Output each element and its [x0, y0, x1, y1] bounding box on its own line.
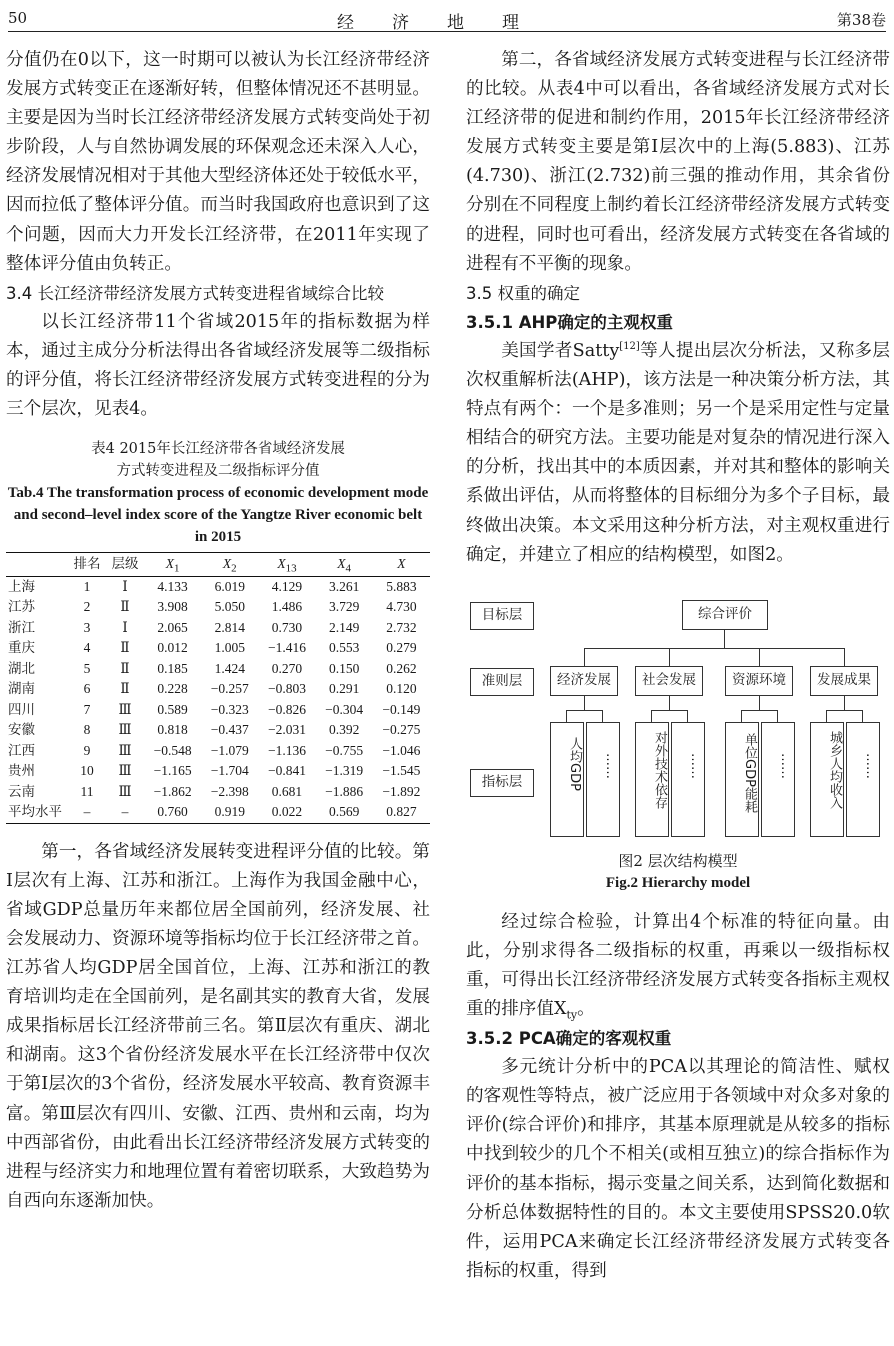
connector [724, 630, 725, 648]
page-number: 50 [8, 9, 28, 27]
table-header-row [6, 553, 430, 577]
indicator-node [846, 722, 880, 837]
table-cell: 7 [83, 701, 91, 717]
table-cell: −0.275 [382, 722, 421, 738]
table-cell: Ⅲ [118, 722, 132, 738]
table-cell: 湖南 [8, 681, 35, 697]
table-row [6, 761, 430, 782]
table-cell: Ⅲ [118, 763, 132, 779]
table-cell: 9 [83, 742, 91, 758]
connector [566, 710, 603, 711]
subscript: ty [566, 1008, 578, 1022]
indicator-node [671, 722, 705, 837]
table-cell: −1.416 [267, 640, 306, 656]
level-label-indicator: 指标层 [470, 769, 534, 797]
table-cell: −0.841 [267, 763, 306, 779]
connector [669, 696, 670, 710]
page-header [8, 6, 886, 32]
table-4 [6, 552, 430, 824]
table-header-cell: $X_4$ [337, 556, 352, 575]
connector [826, 710, 863, 711]
ellipsis: …… [863, 752, 878, 779]
right-column [466, 46, 890, 1286]
journal-title: 经济地理 [337, 13, 557, 33]
figure-caption-en: Fig.2 Hierarchy model [605, 874, 751, 891]
table-cell: – [121, 804, 129, 820]
table-cell: 5.050 [214, 599, 245, 615]
table-cell: 0.262 [386, 660, 417, 676]
table-cell: 5 [83, 660, 91, 676]
table-cell: 0.681 [271, 783, 303, 799]
connector [741, 710, 742, 722]
table-cell: 0.150 [328, 660, 360, 676]
table-cell: −0.437 [210, 722, 249, 738]
section-heading-3-4: 3.4 长江经济带经济发展方式转变进程省域综合比较 [6, 283, 384, 303]
connector [741, 710, 778, 711]
table-cell: 0.919 [214, 804, 245, 820]
section-heading-3-5-2: 3.5.2 PCA确定的客观权重 [466, 1029, 672, 1049]
table-header-cell: 层级 [111, 556, 139, 572]
connector [777, 710, 778, 722]
table-cell: Ⅲ [118, 742, 132, 758]
level-label-criteria: 准则层 [470, 668, 534, 696]
table-cell: −2.398 [210, 783, 249, 799]
section-heading-3-5: 3.5 权重的确定 [466, 283, 580, 303]
table-cell: Ⅰ [122, 619, 128, 635]
level-label-goal: 目标层 [470, 602, 534, 630]
table-cell: 4 [83, 640, 91, 656]
indicator-node [550, 722, 584, 837]
table-header-cell: 排名 [73, 556, 101, 572]
table-header-cell: $X_{13}$ [277, 556, 297, 575]
goal-node: 综合评价 [682, 600, 768, 630]
table-cell: Ⅱ [120, 660, 130, 676]
connector [862, 710, 863, 722]
criteria-node: 资源环境 [725, 666, 793, 696]
table-row [6, 638, 430, 659]
table-cell: 2.149 [328, 619, 360, 635]
text: 等人提出层次分析法，又称多层次权重解析法(AHP)，该方法是一种决策分析方法，其特点有两个：一个是多准则；另一个是采用定性与定量相结合的研究方法。主要功能是对复杂的情况进行深入的分析，找出其中的本质因素，并对其和整体的影响关系做出评估，从而将整体的目标细分为多个子目标，最终做出决策。本文采用这种分析方法，对主观权重进行确定，并建立了相应的结构模型，如图2。 [466, 340, 890, 565]
table-row [6, 597, 430, 618]
paragraph [466, 337, 890, 570]
table-cell: 云南 [8, 783, 35, 799]
connector [651, 710, 652, 722]
table-cell: −1.892 [382, 783, 421, 799]
indicator-node [635, 722, 669, 837]
table-cell: Ⅲ [118, 783, 132, 799]
table-cell: 10 [80, 763, 94, 779]
table-cell: −0.257 [210, 681, 249, 697]
indicator-node [586, 722, 620, 837]
table-cell: 2 [83, 599, 91, 615]
table-caption-cn-1: 表4 2015年长江经济带各省域经济发展 [91, 441, 345, 458]
table-cell: 1.005 [214, 640, 245, 656]
connector [687, 710, 688, 722]
table-cell: −0.323 [210, 701, 249, 717]
table-cell: 湖北 [8, 660, 35, 676]
table-cell: 11 [80, 783, 94, 799]
table-header-cell: X [397, 556, 406, 572]
table-cell: 4.133 [157, 578, 188, 594]
table-cell: 1 [83, 578, 91, 594]
table-row [6, 659, 430, 680]
table-row [6, 700, 430, 721]
hierarchy-diagram [466, 592, 890, 842]
table-cell: 0.012 [157, 640, 188, 656]
table-caption-cn-2: 方式转变进程及二级指标评分值 [116, 463, 320, 480]
table-cell: 4.730 [386, 599, 417, 615]
table-cell: −0.149 [382, 701, 421, 717]
table-cell: Ⅱ [120, 681, 130, 697]
figure-caption [466, 850, 890, 894]
table-cell: 江西 [8, 742, 35, 758]
criteria-node: 经济发展 [550, 666, 618, 696]
left-column [6, 46, 430, 1216]
indicator-node [761, 722, 795, 837]
table-cell: 3.908 [157, 599, 188, 615]
table-cell: −0.803 [267, 681, 306, 697]
table-cell: −1.046 [382, 742, 421, 758]
table-cell: 江苏 [8, 599, 35, 615]
table-cell: 贵州 [8, 763, 35, 779]
paragraph: 分值仍在0以下，这一时期可以被认为长江经济带经济发展方式转变正在逐渐好转，但整体情况还不甚明显。主要是因为当时长江经济带经济发展方式转变尚处于初步阶段，人与自然协调发展的环保观念还未深入人心，经济发展情况相对于其他大型经济体还处于较低水平，因而拉低了整体评分值。而当时我国政府也意识到了这个问题，因而大力开发长江经济带，在2011年实现了整体评分值由负转正。 [6, 50, 430, 274]
table-cell: Ⅲ [118, 701, 132, 717]
table-cell: 0.730 [271, 619, 303, 635]
table-cell: 0.185 [157, 660, 188, 676]
table-cell: −0.548 [153, 742, 192, 758]
table-cell: Ⅱ [120, 640, 130, 656]
table-row [6, 802, 430, 823]
table-cell: −0.304 [325, 701, 364, 717]
table-header-cell: $X_2$ [222, 556, 237, 575]
connector [844, 648, 845, 666]
connector [602, 710, 603, 722]
table-cell: 2.814 [214, 619, 245, 635]
table-cell: 1.424 [214, 660, 245, 676]
connector [584, 648, 585, 666]
table-cell: 3.261 [328, 578, 360, 594]
connector [844, 696, 845, 710]
connector [651, 710, 688, 711]
connector [584, 696, 585, 710]
table-cell: −1.079 [210, 742, 249, 758]
table-cell: −0.755 [325, 742, 364, 758]
table-cell: 0.392 [328, 722, 360, 738]
table-cell: 5.883 [386, 578, 417, 594]
table-cell: 安徽 [8, 722, 35, 738]
text: 经过综合检验，计算出4个标准的特征向量。由此，分别求得各二级指标的权重，再乘以一级指标权重，可得出长江经济带经济发展方式转变各指标主观权重的排序值X [466, 911, 890, 1019]
table-cell: 0.120 [386, 681, 417, 697]
volume-label: 第38卷 [836, 11, 886, 29]
table-row [6, 679, 430, 700]
table-cell: 0.818 [157, 722, 188, 738]
table-row [6, 576, 430, 597]
table-cell: −2.031 [267, 722, 306, 738]
paragraph: 多元统计分析中的PCA以其理论的简洁性、赋权的客观性等特点，被广泛应用于各领域中对众多对象的评价(综合评价)和排序，其基本原理就是从较多的指标中找到较少的几个不相关(或相互独立)的综合指标作为评价的基本指标，揭示变量之间关系，达到简化数据和分析总体数据特性的目的。本文主要使用SPSS20.0软件，运用PCA来确定长江经济带经济发展方式转变各指标的权重，得到 [466, 1057, 890, 1281]
indicator-label: 城乡人均收入 [827, 730, 842, 809]
table-cell: 0.760 [157, 804, 188, 820]
ellipsis: …… [778, 752, 793, 779]
table-cell: 上海 [8, 578, 35, 594]
table-cell: 0.589 [157, 701, 188, 717]
connector [759, 648, 760, 666]
table-cell: Ⅰ [122, 578, 128, 594]
table-cell: 3 [83, 619, 91, 635]
paragraph [466, 908, 890, 1024]
criteria-node: 社会发展 [635, 666, 703, 696]
connector [826, 710, 827, 722]
ellipsis: …… [688, 752, 703, 779]
table-row [6, 618, 430, 639]
table-caption [6, 438, 430, 548]
table-cell: 0.279 [386, 640, 417, 656]
table-cell: 2.065 [157, 619, 188, 635]
indicator-node [810, 722, 844, 837]
indicator-label: 人均GDP [567, 736, 582, 791]
paragraph: 以长江经济带11个省域2015年的指标数据为样本，通过主成分分析法得出各省域经济发展等二级指标的评分值，将长江经济带经济发展方式转变进程的分为三个层次，见表4。 [6, 311, 430, 420]
section-heading-3-5-1: 3.5.1 AHP确定的主观权重 [466, 312, 673, 332]
table-cell: 0.553 [328, 640, 360, 656]
table-cell: – [83, 804, 91, 820]
table-cell: 6 [83, 681, 91, 697]
table-cell: 四川 [8, 701, 35, 717]
table-cell: −0.826 [267, 701, 306, 717]
text: 美国学者Satty [501, 340, 620, 361]
table-cell: 1.486 [271, 599, 303, 615]
table-cell: 平均水平 [8, 804, 62, 820]
table-cell: −1.545 [382, 763, 421, 779]
table-cell: 4.129 [271, 578, 303, 594]
table-cell: 6.019 [214, 578, 245, 594]
connector [759, 696, 760, 710]
table-cell: −1.886 [325, 783, 364, 799]
indicator-node [725, 722, 759, 837]
table-cell: −1.862 [153, 783, 192, 799]
table-row [6, 720, 430, 741]
table-cell: 浙江 [8, 619, 35, 635]
table-cell: −1.165 [153, 763, 192, 779]
paragraph: 第二，各省域经济发展方式转变进程与长江经济带的比较。从表4中可以看出，各省域经济发展方式对长江经济带的促进和制约作用，2015年长江经济带经济发展方式转变主要是第Ⅰ层次中的上海(5.883)、江苏(4.730)、浙江(2.732)前三强的推动作用，其余省份分别在不同程度上制约着长江经济带经济发展方式转变的进程，同时也可看出，经济发展方式转变在各省域的进程有不平衡的现象。 [466, 50, 890, 274]
figure-caption-cn: 图2 层次结构模型 [618, 851, 738, 870]
indicator-label: 对外技术依存 [652, 730, 667, 809]
connector [566, 710, 567, 722]
citation-ref: [12] [619, 341, 640, 353]
table-cell: −1.319 [325, 763, 364, 779]
text: 。 [577, 998, 595, 1019]
table-cell: 0.270 [271, 660, 303, 676]
table-header-cell: $X_1$ [165, 556, 180, 575]
table-cell: −1.136 [267, 742, 306, 758]
table-cell: 3.729 [328, 599, 360, 615]
table-cell: 0.827 [386, 804, 417, 820]
table-row [6, 782, 430, 803]
table-cell: 0.569 [328, 804, 360, 820]
criteria-node: 发展成果 [810, 666, 878, 696]
indicator-label: 单位GDP能耗 [742, 732, 757, 813]
table-cell: 重庆 [8, 640, 35, 656]
table-row [6, 741, 430, 762]
table-cell: Ⅱ [120, 599, 130, 615]
table-header-cell [6, 553, 68, 577]
table-cell: 0.228 [157, 681, 188, 697]
table-caption-en: Tab.4 The transformation process of economic development mode and second–level index score of the Yangtze River economic belt in 2015 [7, 485, 429, 546]
paragraph: 第一，各省域经济发展转变进程评分值的比较。第Ⅰ层次有上海、江苏和浙江。上海作为我国金融中心，省域GDP总量历年来都位居全国前列，经济发展、社会发展动力、资源环境等指标均位于长江经济带之首。江苏省人均GDP居全国首位，上海、江苏和浙江的教育培训均走在全国前列，是名副其实的教育大省，发展成果指标居长江经济带前三名。第Ⅱ层次有重庆、湖北和湖南。这3个省份经济发展水平在长江经济带中仅次于第Ⅰ层次的3个省份，经济发展水平较高、教育资源丰富。第Ⅲ层次有四川、安徽、江西、贵州和云南，均为中西部省份，由此看出长江经济带经济发展方式转变的进程与经济实力和地理位置有着密切联系，大致趋势为自西向东逐渐加快。 [6, 841, 430, 1211]
table-cell: 0.291 [328, 681, 360, 697]
table-cell: −1.704 [210, 763, 249, 779]
table-cell: 8 [83, 722, 91, 738]
table-cell: 2.732 [386, 619, 417, 635]
ellipsis: …… [603, 752, 618, 779]
connector [669, 648, 670, 666]
table-cell: 0.022 [271, 804, 303, 820]
connector [584, 648, 844, 649]
